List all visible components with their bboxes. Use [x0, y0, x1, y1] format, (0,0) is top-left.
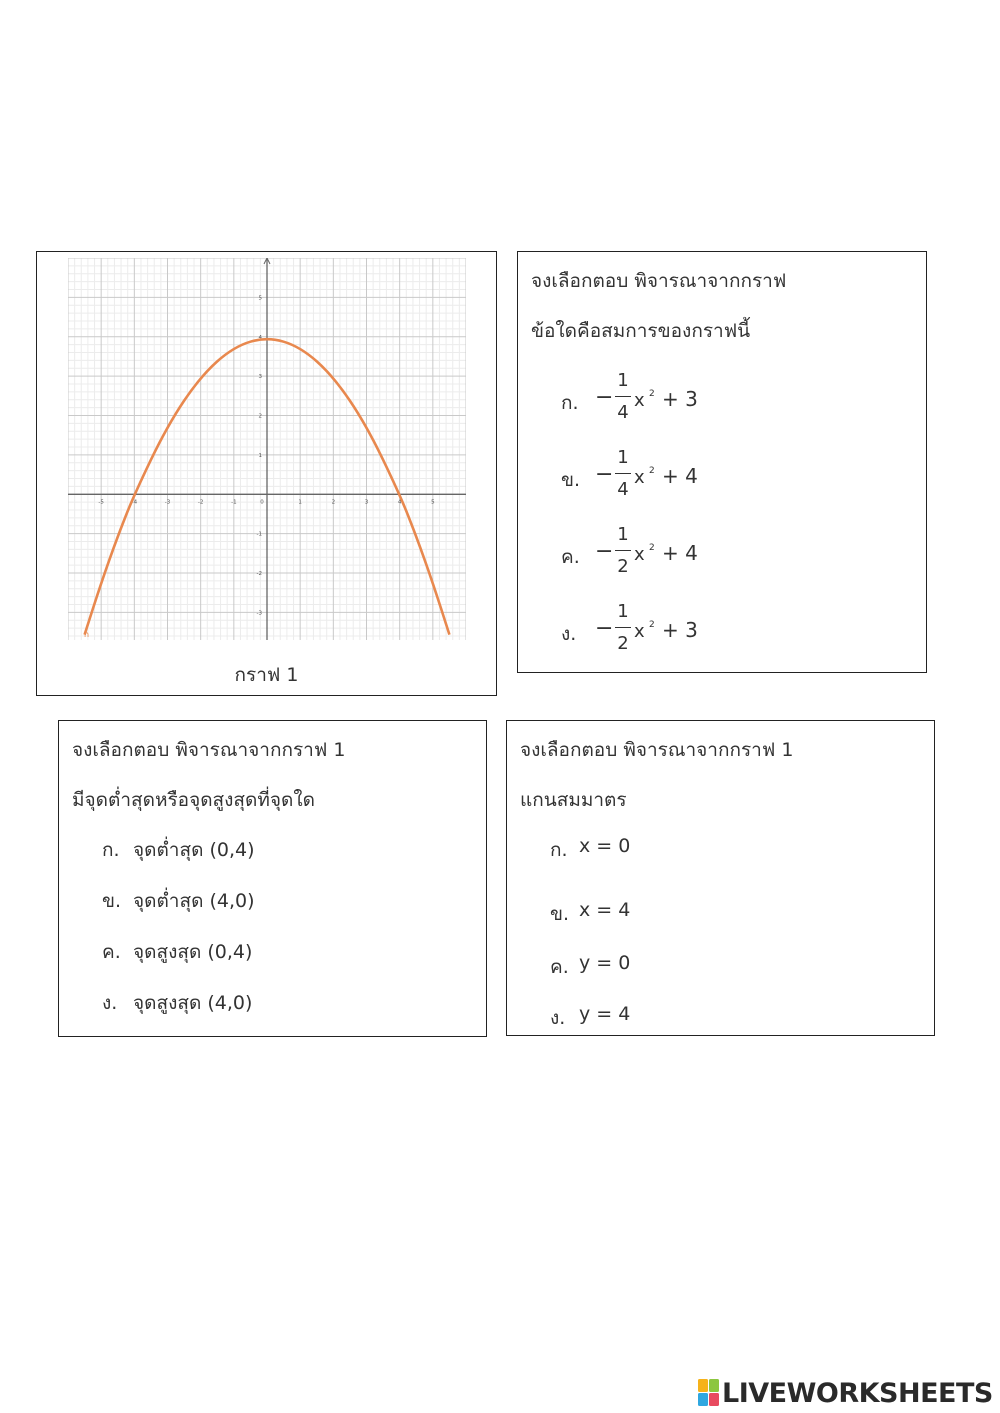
- constant-term: + 3: [662, 618, 698, 642]
- constant-term: + 4: [662, 464, 698, 488]
- minus-sign: −: [595, 462, 614, 487]
- liveworksheets-logo[interactable]: [698, 1378, 993, 1408]
- minus-sign: −: [595, 539, 614, 564]
- option-text: x = 4: [579, 899, 631, 921]
- option-label: ง.: [550, 1007, 566, 1029]
- minus-sign: −: [595, 385, 614, 410]
- option-label: ง.: [561, 623, 577, 645]
- option-label: ก.: [102, 839, 120, 861]
- option-label: ก.: [550, 839, 568, 861]
- x-tick-label: 3: [364, 499, 369, 506]
- question-prompt: ข้อใดคือสมการของกราฟนี้: [531, 320, 751, 342]
- fraction-bar: [615, 396, 631, 397]
- fraction-numerator: 1: [617, 447, 629, 468]
- variable-x: x: [634, 467, 645, 488]
- option-label: ค.: [550, 956, 569, 978]
- minus-sign: −: [595, 616, 614, 641]
- logo-icon: [698, 1379, 720, 1407]
- exponent: 2: [649, 620, 655, 630]
- x-tick-label: -1: [231, 499, 237, 506]
- option-text: จุดต่ำสุด (4,0): [133, 890, 255, 912]
- x-tick-label: 1: [298, 499, 302, 506]
- option-c[interactable]: [99, 937, 399, 965]
- fraction-bar: [615, 627, 631, 628]
- fraction-bar: [615, 473, 631, 474]
- fraction-denominator: 4: [617, 479, 629, 500]
- option-label: ค.: [102, 941, 121, 963]
- fraction-numerator: 1: [617, 370, 629, 391]
- y-tick-label: 3: [258, 374, 262, 381]
- x-tick-label: 5: [431, 499, 435, 506]
- constant-term: + 3: [662, 387, 698, 411]
- option-b[interactable]: [547, 899, 747, 927]
- option-text: จุดต่ำสุด (0,4): [133, 839, 255, 861]
- option-label: ข.: [550, 903, 570, 925]
- question-heading: จงเลือกตอบ พิจารณาจากกราฟ 1: [520, 739, 794, 761]
- question-symmetry-card: [506, 720, 935, 1036]
- exponent: 2: [649, 389, 655, 399]
- option-c[interactable]: [558, 524, 758, 588]
- variable-x: x: [634, 621, 645, 642]
- question-heading: จงเลือกตอบ พิจารณาจากกราฟ: [531, 270, 787, 292]
- question-heading: จงเลือกตอบ พิจารณาจากกราฟ 1: [72, 739, 346, 761]
- option-label: ข.: [561, 469, 581, 491]
- question-prompt: มีจุดต่ำสุดหรือจุดสูงสุดที่จุดใด: [72, 789, 315, 811]
- y-tick-label: -1: [256, 531, 262, 538]
- constant-term: + 4: [662, 541, 698, 565]
- option-text: y = 0: [579, 952, 631, 974]
- x-tick-label: -4: [131, 499, 138, 506]
- fraction-bar: [615, 550, 631, 551]
- x-tick-label: -2: [197, 499, 204, 506]
- option-a[interactable]: [547, 835, 747, 863]
- option-label: ก.: [561, 392, 579, 414]
- y-tick-label: -3: [256, 610, 262, 617]
- fraction-numerator: 1: [617, 601, 629, 622]
- option-a[interactable]: [99, 835, 399, 863]
- fraction-denominator: 2: [617, 556, 629, 577]
- exponent: 2: [649, 543, 655, 553]
- x-tick-label: 2: [331, 499, 336, 506]
- parabola-graph: [68, 258, 466, 640]
- fraction-numerator: 1: [617, 524, 629, 545]
- option-a[interactable]: [558, 370, 758, 434]
- question-vertex-card: [58, 720, 487, 1037]
- option-c[interactable]: [547, 952, 747, 980]
- x-tick-label: 0: [260, 499, 264, 506]
- option-d[interactable]: [547, 1003, 747, 1031]
- question-equation-card: [517, 251, 927, 673]
- y-tick-label: -2: [256, 571, 262, 578]
- y-tick-label: 5: [258, 295, 262, 302]
- y-tick-label: 4: [258, 334, 262, 341]
- fraction-denominator: 4: [617, 402, 629, 423]
- variable-x: x: [634, 390, 645, 411]
- y-tick-label: 1: [258, 452, 262, 459]
- question-prompt: แกนสมมาตร: [520, 789, 627, 811]
- option-text: จุดสูงสุด (4,0): [133, 992, 253, 1014]
- x-tick-label: 4: [397, 499, 402, 506]
- option-text: จุดสูงสุด (0,4): [133, 941, 253, 963]
- option-label: ง.: [102, 992, 118, 1014]
- option-label: ข.: [102, 890, 122, 912]
- option-label: ค.: [561, 546, 580, 568]
- option-d[interactable]: [99, 988, 399, 1016]
- y-tick-label: 2: [258, 413, 262, 420]
- fraction-denominator: 2: [617, 633, 629, 654]
- option-b[interactable]: [99, 886, 399, 914]
- variable-x: x: [634, 544, 645, 565]
- curve-label: h: [84, 630, 90, 639]
- x-tick-label: -5: [98, 499, 104, 506]
- graph-caption: กราฟ 1: [234, 664, 299, 686]
- graph-panel: [36, 251, 497, 696]
- option-d[interactable]: [558, 601, 758, 665]
- x-tick-label: -3: [164, 499, 171, 506]
- logo-text: LIVEWORKSHEETS: [722, 1377, 993, 1409]
- exponent: 2: [649, 466, 655, 476]
- option-text: y = 4: [579, 1003, 631, 1025]
- option-b[interactable]: [558, 447, 758, 511]
- option-text: x = 0: [579, 835, 631, 857]
